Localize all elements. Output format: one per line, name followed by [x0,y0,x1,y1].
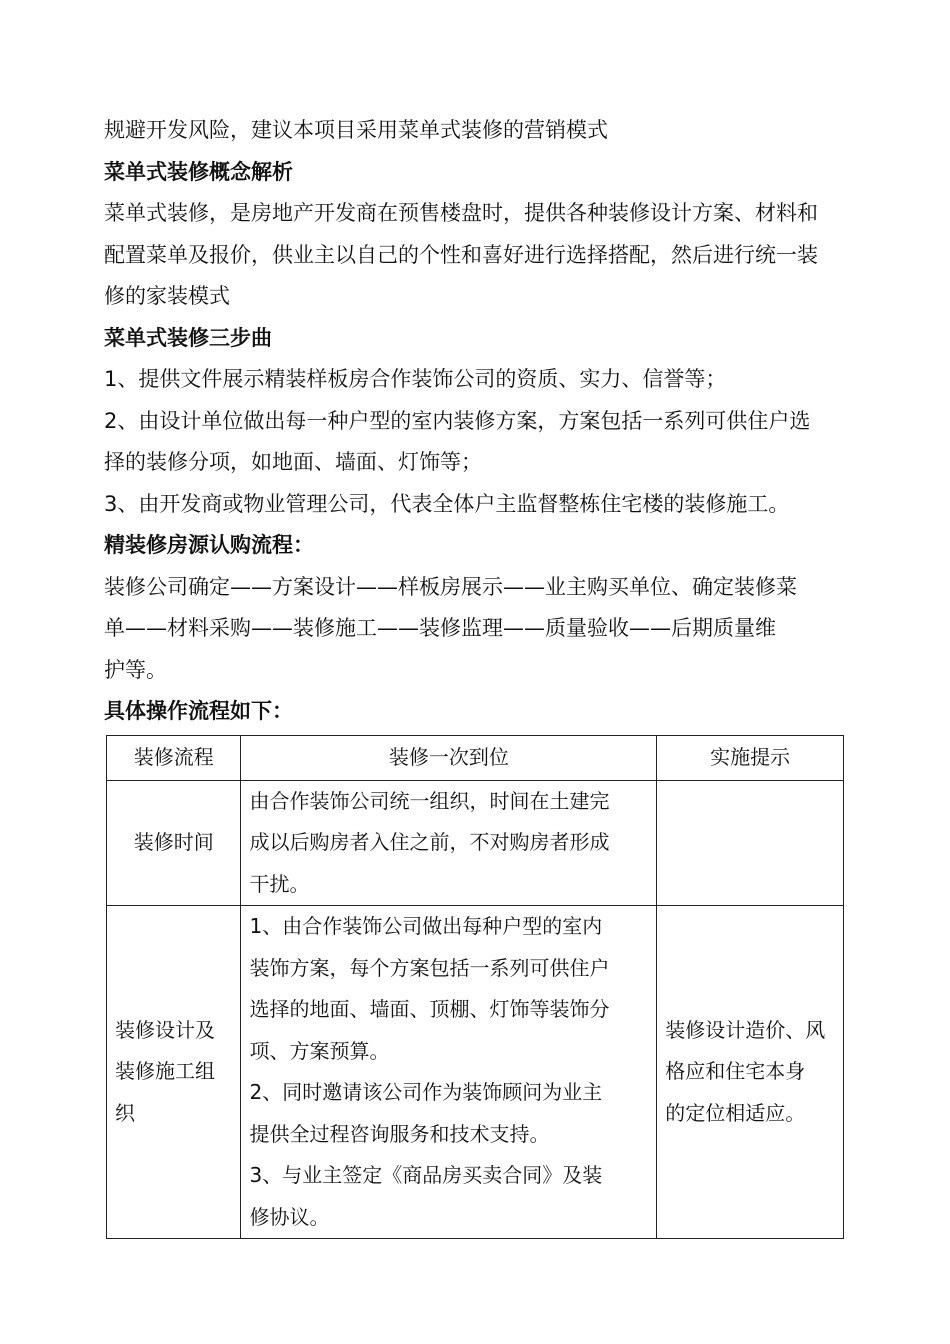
heading-purchase: 精装修房源认购流程： [104,533,314,557]
cell-text: 选择的地面、墙面、顶棚、灯饰等装饰分 [249,997,610,1021]
cell-text: 项、方案预算。 [249,1038,390,1063]
cell-text: 格应和住宅本身 [665,1059,806,1084]
cell-text: 提供全过程咨询服务和技术支持。 [249,1121,550,1146]
header-detail: 装修一次到位 [241,735,657,780]
step-line: 择的装修分项，如地面、墙面、灯饰等； [104,450,482,474]
purchase-line: 装修公司确定——方案设计——样板房展示——业主购买单位、确定装修菜 [104,574,797,599]
detail-cell [241,906,657,1239]
header-tips: 实施提示 [657,735,844,780]
heading-concept: 菜单式装修概念解析 [104,159,293,184]
concept-line: 配置菜单及报价，供业主以自己的个性和喜好进行选择搭配，然后进行统一装 [104,242,818,267]
heading-operation: 具体操作流程如下： [104,699,293,723]
step-line: 1、提供文件展示精装样板房合作装饰公司的资质、实力、信誉等； [104,367,727,391]
tips-cell [657,780,844,906]
cell-text: 3、与业主签定《商品房买卖合同》及装 [249,1163,603,1187]
operation-table [106,735,844,1240]
cell-text: 织 [115,1100,135,1125]
cell-text: 装修设计及 [115,1017,215,1042]
heading-steps: 菜单式装修三步曲 [104,325,272,350]
step-line: 3、由开发商或物业管理公司，代表全体户主监督整栋住宅楼的装修施工。 [104,491,790,516]
document-page [104,110,864,1239]
step-line: 2、由设计单位做出每一种户型的室内装修方案，方案包括一系列可供住户选 [104,408,811,433]
cell-text: 装修施工组 [115,1059,215,1084]
cell-text: 装修时间 [133,830,214,854]
concept-line: 修的家装模式 [104,284,230,308]
cell-text: 成以后购房者入住之前，不对购房者形成 [249,830,610,854]
detail-cell [241,780,657,906]
tips-cell [657,906,844,1239]
cell-text: 干扰。 [249,871,310,896]
cell-text: 1、由合作装饰公司做出每种户型的室内 [249,914,603,938]
cell-text: 2、同时邀请该公司作为装饰顾问为业主 [249,1080,603,1104]
header-process: 装修流程 [107,735,241,780]
process-cell [107,906,241,1239]
purchase-line: 护等。 [104,657,167,682]
intro-line: 规避开发风险，建议本项目采用菜单式装修的营销模式 [104,118,608,142]
process-cell [107,780,241,906]
cell-text: 修协议。 [249,1204,330,1229]
cell-text: 装修设计造价、风 [665,1017,826,1042]
cell-text: 装饰方案，每个方案包括一系列可供住户 [249,955,610,980]
cell-text: 由合作装饰公司统一组织，时间在土建完 [249,788,610,813]
table-row [107,906,844,1239]
cell-text: 的定位相适应。 [665,1100,806,1125]
table-header-row [107,735,844,780]
concept-line: 菜单式装修，是房地产开发商在预售楼盘时，提供各种装修设计方案、材料和 [104,201,818,225]
purchase-line: 单——材料采购——装修施工——装修监理——质量验收——后期质量维 [104,616,776,640]
table-row [107,780,844,906]
